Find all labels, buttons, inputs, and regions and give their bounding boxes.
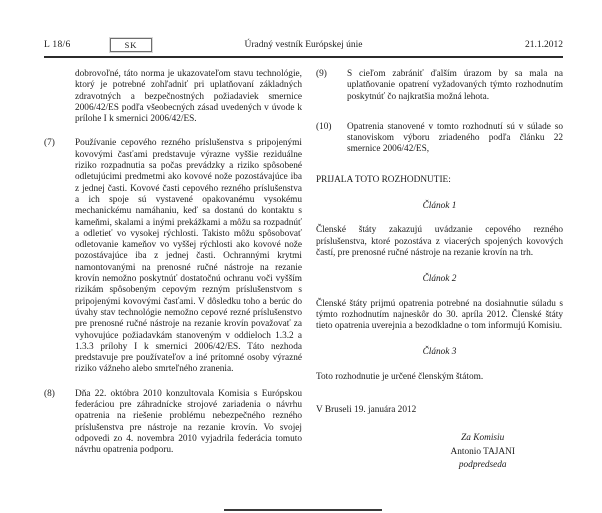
header-rule bbox=[44, 56, 563, 58]
recital-text: Opatrenia stanovené v tomto rozhodnutí sú v súlade so stanoviskom výboru zriadeného podľa článku 22 smernice 2006/42/ES, bbox=[347, 121, 563, 155]
page-reference: L 18/6 bbox=[44, 40, 71, 50]
recital-7 bbox=[44, 138, 302, 375]
recital-text: S cieľom zabrániť ďalším úrazom by sa mala na uplatňovanie opatrení vyžadovaných týmto rozhodnutím poskytnúť čo najkratšia možná lehota. bbox=[347, 69, 563, 102]
header-date: 21.1.2012 bbox=[525, 40, 563, 50]
signature-title: podpredseda bbox=[458, 460, 507, 471]
paragraph-continuation: dobrovoľné, táto norma je ukazovateľom stavu technológie, ktorý je potrebné zohľadniť pri uplatňovaní základných zdravotných a bezpečnostných požiadaviek smernice 2006/42/ES podľa všeobecných zásad uvedených v úvode k prílohe I k smernici 2006/42/ES. bbox=[75, 69, 302, 125]
recital-number: (7) bbox=[44, 138, 55, 149]
signature-name: Antonio TAJANI bbox=[450, 446, 515, 457]
recital-9 bbox=[316, 69, 563, 103]
recital-text: Dňa 22. októbra 2010 konzultovala Komisia s Európskou federáciou pre záhradnícke strojové zariadenia o návrhu opatrenia na riešenie problému nebezpečného rezného príslušenstva pre nástroje na rezanie krovín. Vo svojej odpovedi zo 4. novembra 2010 vyjadrila federácia tomuto návrhu opatrenia podporu. bbox=[75, 388, 302, 456]
article-2-heading: Článok 2 bbox=[422, 274, 457, 285]
article-3-text: Toto rozhodnutie je určené členským štátom. bbox=[316, 371, 484, 382]
article-3-heading: Článok 3 bbox=[422, 347, 457, 358]
recital-number: (10) bbox=[316, 121, 332, 132]
language-code-box: SK bbox=[110, 38, 152, 52]
enacting-formula: PRIJALA TOTO ROZHODNUTIE: bbox=[316, 174, 451, 185]
left-column bbox=[44, 69, 302, 473]
article-1-heading: Článok 1 bbox=[422, 201, 457, 212]
article-2-text: Členské štáty prijmú opatrenia potrebné na dosiahnutie súladu s týmto rozhodnutím najneskôr do 30. apríla 2012. Členské štáty tieto opatrenia uverejnia a bezodkladne o tom informujú Komisiu. bbox=[316, 298, 563, 332]
recital-text: Používanie cepového rezného príslušenstva s pripojenými kovovými časťami predstavuje výrazne vyššie reziduálne riziko rozpadnutia sa počas prevádzky a riziko spôsobené odletujúcimi predmetmi ako kovové nože pozostávajúce iba z jednej časti. Kovové časti cepového rezného príslušenstva a ich spoje sú vystavené opakovanému vysokému mechanickému namáhaniu, keď sa dostanú do kontaktu s kameňmi, skalami a inými prekážkami a môžu sa rozpadnúť a odletieť vo vysokej rýchlosti. Takisto môžu spôsobovať odletovanie kameňov vo vyššej rýchlosti ako kovové nože pozostávajúce iba z jednej časti. Ochrannými krytmi namontovanými na prenosné ručné nástroje na rezanie krovín nemožno poskytnúť dostatočnú ochranu voči vyšším rizikám spôsobeným cepovým rezným príslušenstvom s pripojenými kovovými časťami. V dôsledku toho a berúc do úvahy stav technológie nemožno cepové rezné príslušenstvo pre prenosné ručné nástroje na rezanie krovín považovať za vyhovujúce požiadavkám stanoveným v oddieloch 1.3.2 a 1.3.3 prílohy I k smernici 2006/42/ES. Táto nezhoda predstavuje pre používateľov a iné prítomné osoby výrazné riziko vážneho alebo smrteľného zranenia. bbox=[75, 138, 302, 375]
signature-block bbox=[415, 432, 551, 473]
recital-number: (8) bbox=[44, 388, 55, 399]
signature-on-behalf: Za Komisiu bbox=[461, 433, 505, 444]
place-and-date: V Bruseli 19. januára 2012 bbox=[316, 405, 417, 416]
document-body bbox=[44, 69, 563, 473]
recital-10 bbox=[316, 122, 563, 156]
page-header bbox=[44, 39, 563, 54]
recital-8 bbox=[44, 389, 302, 457]
recital-number: (9) bbox=[316, 69, 327, 79]
journal-title: Úradný vestník Európskej únie bbox=[244, 40, 363, 50]
right-column bbox=[316, 69, 563, 473]
footer-rule bbox=[224, 509, 382, 511]
article-1-text: Členské štáty zakazujú uvádzanie cepového rezného príslušenstva, ktoré pozostáva z viacerých spojených kovových častí, pre prenosné ručné nástroje na rezanie krovín na trh. bbox=[316, 225, 563, 258]
